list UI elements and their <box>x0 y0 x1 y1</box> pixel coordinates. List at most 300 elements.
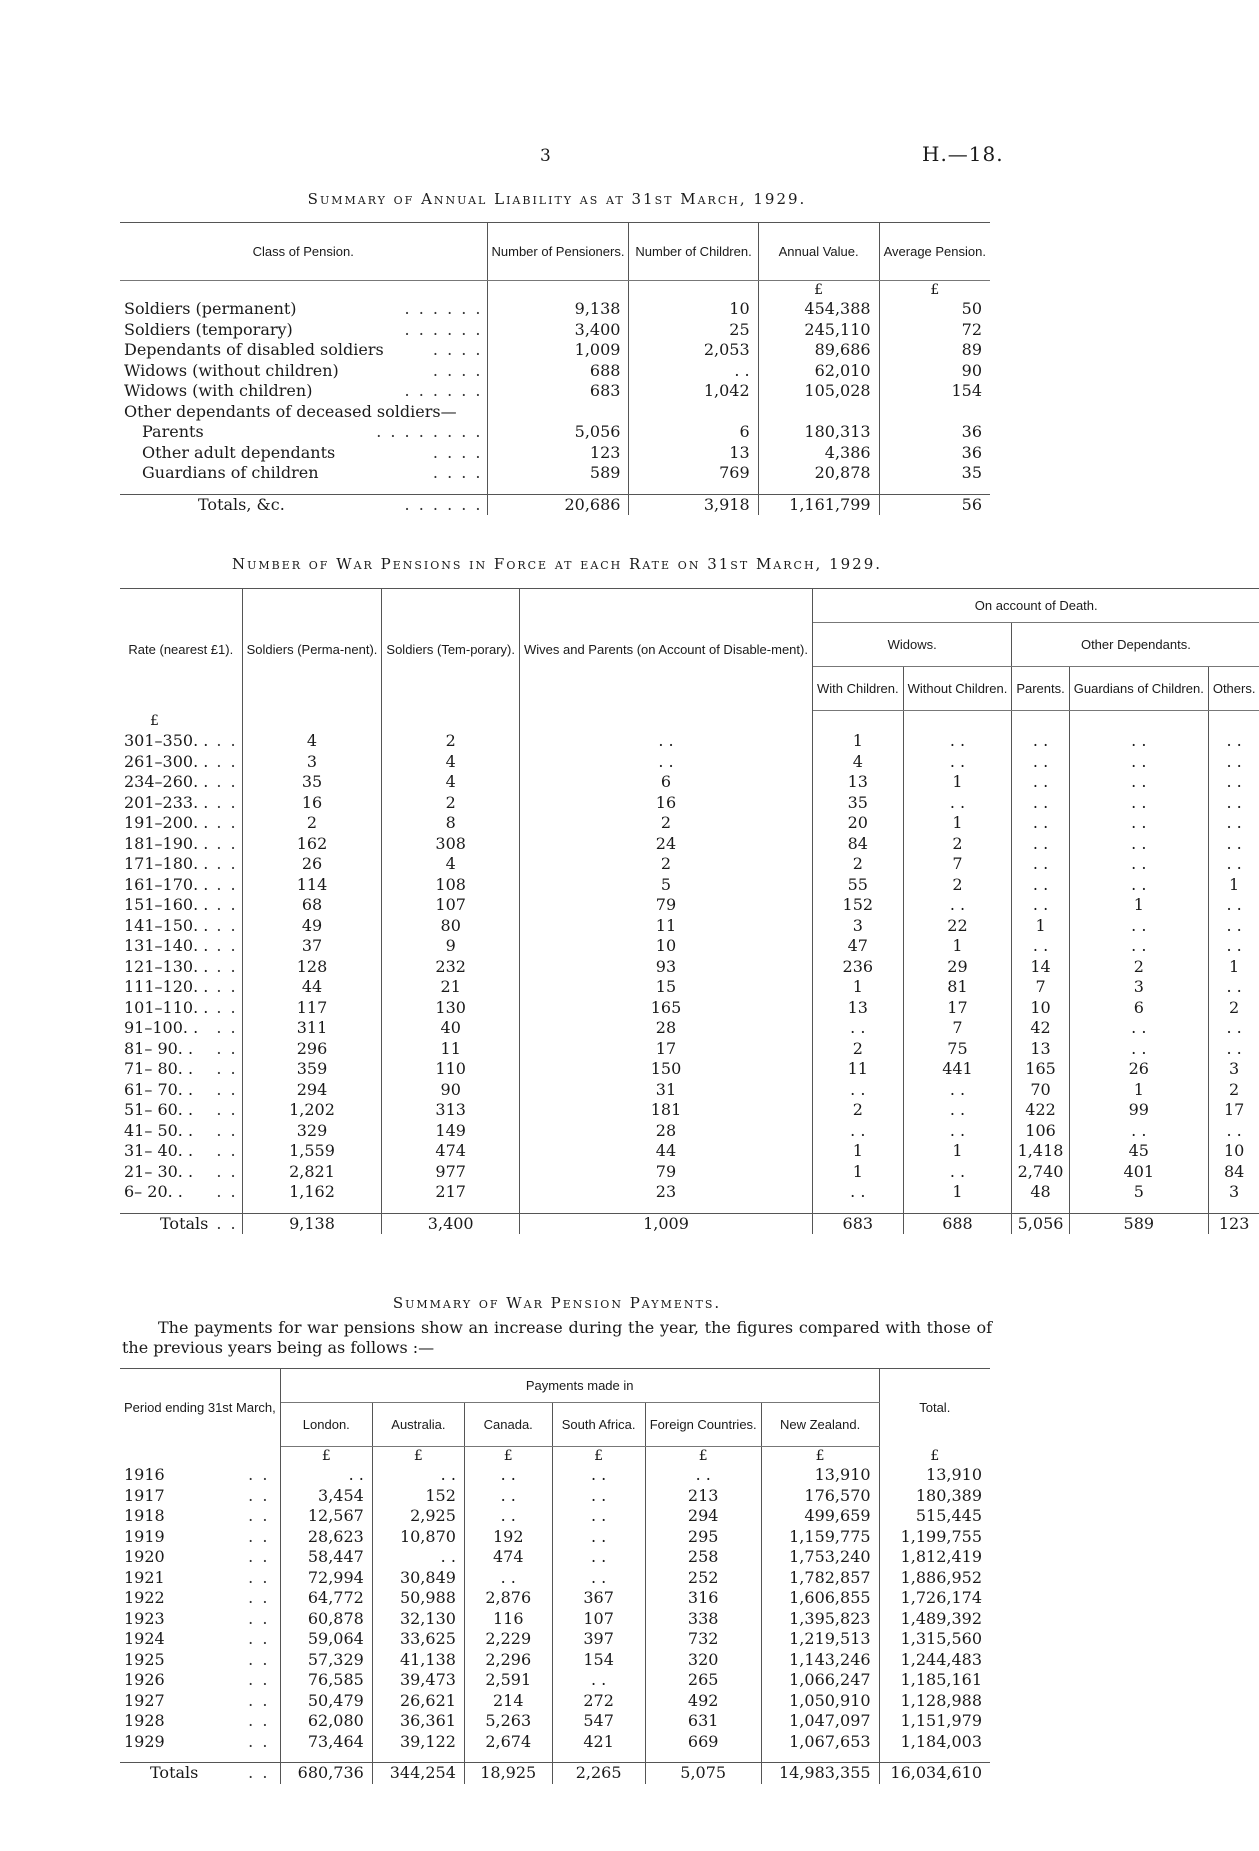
wives-cell: 28 <box>520 1121 813 1142</box>
wwc-cell: 20 <box>812 813 903 834</box>
table-row <box>120 1486 990 1507</box>
wwoc-cell: 1 <box>903 813 1012 834</box>
perm-cell: 2 <box>242 813 382 834</box>
can-cell: 2,591 <box>464 1670 552 1691</box>
leader-dots: . . <box>212 1059 242 1080</box>
for-cell: 258 <box>645 1547 761 1568</box>
leader-dots: . . <box>212 895 242 916</box>
leader-dots: . . <box>244 1650 280 1671</box>
sa-cell: . . <box>552 1568 645 1589</box>
temp-cell: 217 <box>382 1182 520 1203</box>
table-row <box>120 463 990 484</box>
totals-row <box>120 1763 990 1784</box>
class-label: Widows (with children) <box>124 381 313 400</box>
oth-cell: . . <box>1226 1120 1242 1140</box>
for-cell: 669 <box>645 1732 761 1753</box>
perm-cell: 44 <box>242 977 382 998</box>
spacer-cell <box>903 1203 1012 1214</box>
lon-cell: 59,064 <box>280 1629 372 1650</box>
spacer-cell <box>879 484 990 495</box>
table-row <box>120 1100 1259 1121</box>
spacer-cell <box>212 1203 242 1214</box>
spacer-row <box>120 484 990 495</box>
rate-cell: 101–110. . <box>124 997 209 1017</box>
for-cell: 631 <box>645 1711 761 1732</box>
wwoc-cell: . . <box>903 752 1012 773</box>
par-cell: . . <box>1012 793 1069 814</box>
wwoc-cell: 1 <box>903 936 1012 957</box>
nz-cell: 1,606,855 <box>761 1588 879 1609</box>
unit-row <box>120 281 990 300</box>
value-cell: 454,388 <box>758 299 879 320</box>
rate-cell: 111–120. . <box>124 977 209 996</box>
oth-cell: . . <box>1226 895 1242 914</box>
spacer-cell <box>812 1203 903 1214</box>
children-cell: . . <box>629 361 758 382</box>
for-cell: 5,075 <box>645 1763 761 1784</box>
children-cell: 13 <box>629 443 758 464</box>
leader-dots: . . <box>212 936 242 957</box>
nz-cell: 1,067,653 <box>761 1732 879 1753</box>
tot-cell: 1,812,419 <box>900 1547 982 1566</box>
col-period: Period ending 31st March, <box>120 1369 280 1447</box>
temp-cell: 130 <box>382 998 520 1019</box>
table-row <box>120 977 1259 998</box>
temp-cell: 4 <box>382 854 520 875</box>
oth-cell: . . <box>1226 772 1242 791</box>
children-cell: 6 <box>629 422 758 443</box>
wwc-cell: 35 <box>812 793 903 814</box>
table-row <box>120 1039 1259 1060</box>
tot-cell: 1,128,988 <box>900 1690 982 1710</box>
table-row <box>120 854 1259 875</box>
leader-dots: . . <box>212 813 242 834</box>
oth-cell: 1 <box>1229 874 1240 894</box>
oth-cell: . . <box>1226 792 1242 812</box>
unit-foreign: £ <box>645 1447 761 1466</box>
children-total: 3,918 <box>629 494 758 515</box>
rate-cell: 31– 40. . <box>124 1141 194 1160</box>
unit-new-zealand: £ <box>761 1447 879 1466</box>
children-cell: 769 <box>629 463 758 484</box>
par-cell: . . <box>1012 834 1069 855</box>
spacer-cell <box>645 1752 761 1763</box>
oth-cell: 2 <box>1229 997 1240 1017</box>
average-cell: 90 <box>961 360 982 380</box>
wwc-cell: 1 <box>812 1141 903 1162</box>
average-cell: 72 <box>961 319 982 339</box>
leader-dots: . . <box>212 1018 242 1039</box>
wwc-cell: 2 <box>812 854 903 875</box>
leader-dots: . . <box>244 1629 280 1650</box>
wives-cell: 1,009 <box>520 1213 813 1234</box>
unit-average: £ <box>930 282 940 298</box>
leader-dots: . . <box>244 1711 280 1732</box>
for-cell: 265 <box>645 1670 761 1691</box>
wives-cell: 93 <box>520 957 813 978</box>
for-cell: 316 <box>645 1588 761 1609</box>
value-cell: 4,386 <box>758 443 879 464</box>
leader-dots: . . <box>212 731 242 752</box>
spacer-cell <box>629 484 758 495</box>
oth-cell: . . <box>1226 833 1242 853</box>
lon-cell: 50,479 <box>280 1691 372 1712</box>
wwoc-cell: 29 <box>903 957 1012 978</box>
average-cell: 36 <box>961 422 982 441</box>
tot-cell: 515,445 <box>915 1506 982 1525</box>
oth-cell: . . <box>1226 751 1242 771</box>
leader-dots: . . . . . . <box>404 319 483 339</box>
totals-cell <box>120 494 487 515</box>
table-row <box>120 1732 990 1753</box>
nz-cell: 14,983,355 <box>761 1763 879 1784</box>
par-cell: 13 <box>1012 1039 1069 1060</box>
wwoc-cell: 75 <box>903 1039 1012 1060</box>
par-cell: . . <box>1012 875 1069 896</box>
lon-cell: 12,567 <box>280 1506 372 1527</box>
wives-cell: 150 <box>520 1059 813 1080</box>
spacer-row <box>120 1203 1259 1214</box>
wwoc-cell: . . <box>903 1100 1012 1121</box>
value-cell: 105,028 <box>758 381 879 402</box>
aus-cell: . . <box>372 1465 464 1486</box>
guard-cell: 3 <box>1069 977 1208 998</box>
unit-london: £ <box>280 1447 372 1466</box>
class-cell <box>120 299 487 320</box>
perm-cell: 9,138 <box>242 1213 382 1234</box>
col-class: Class of Pension. <box>120 223 487 281</box>
perm-cell: 162 <box>242 834 382 855</box>
for-cell: 320 <box>645 1650 761 1671</box>
lon-cell: 57,329 <box>280 1650 372 1671</box>
value-cell: 20,878 <box>758 463 879 484</box>
aus-cell: 50,988 <box>372 1588 464 1609</box>
temp-cell: 40 <box>382 1018 520 1039</box>
table-row <box>120 875 1259 896</box>
leader-dots: . . . . <box>432 340 483 359</box>
table-row <box>120 1670 990 1691</box>
can-cell: 2,876 <box>464 1588 552 1609</box>
rate-cell: Totals <box>120 1213 212 1234</box>
spacer-cell <box>1012 1203 1069 1214</box>
perm-cell: 128 <box>242 957 382 978</box>
class-label: Soldiers (temporary) <box>124 319 293 339</box>
guard-cell: 401 <box>1069 1162 1208 1183</box>
guard-cell: . . <box>1069 936 1208 957</box>
class-label: Other adult dependants <box>142 442 336 462</box>
table-row <box>120 1527 990 1548</box>
totals-label: Totals, &c. <box>198 494 285 514</box>
wwc-cell: 13 <box>812 772 903 793</box>
year-cell: 1919 <box>124 1526 165 1546</box>
can-cell: 5,263 <box>464 1711 552 1732</box>
oth-cell: . . <box>1226 813 1242 832</box>
temp-cell: 313 <box>382 1100 520 1121</box>
aus-cell: 2,925 <box>372 1506 464 1527</box>
leader-dots: . . . . . . . . <box>376 422 483 441</box>
lon-cell: 680,736 <box>280 1763 372 1784</box>
guard-cell: . . <box>1069 1039 1208 1060</box>
wives-cell: 181 <box>520 1100 813 1121</box>
leader-dots: . . <box>212 1100 242 1121</box>
leader-dots: . . <box>212 854 242 875</box>
temp-cell: 80 <box>382 916 520 937</box>
wwc-cell: 13 <box>812 998 903 1019</box>
guard-cell: 26 <box>1069 1059 1208 1080</box>
wives-cell: 24 <box>520 834 813 855</box>
children-cell: 25 <box>629 320 758 341</box>
rate-cell: 61– 70. . <box>124 1079 194 1099</box>
oth-cell: 17 <box>1223 1100 1245 1119</box>
wwoc-cell: 2 <box>903 875 1012 896</box>
leader-dots: . . <box>244 1547 280 1568</box>
table-row <box>120 340 990 361</box>
liability-table <box>120 222 990 515</box>
wwc-cell: 55 <box>812 875 903 896</box>
value-cell: 245,110 <box>758 320 879 341</box>
spacer-cell <box>242 1203 382 1214</box>
rate-cell: 131–140. . <box>124 936 209 955</box>
perm-cell: 49 <box>242 916 382 937</box>
nz-cell: 1,395,823 <box>761 1609 879 1630</box>
par-cell: . . <box>1012 772 1069 793</box>
col-foreign: Foreign Countries. <box>645 1403 761 1447</box>
unit-canada: £ <box>464 1447 552 1466</box>
guard-cell: 99 <box>1069 1100 1208 1121</box>
par-cell: . . <box>1012 895 1069 916</box>
sa-cell: . . <box>552 1527 645 1548</box>
col-guardians: Guardians of Children. <box>1069 667 1208 711</box>
rate-cell: 234–260. . <box>124 772 209 791</box>
year-cell: 1917 <box>124 1485 165 1505</box>
wives-cell: 5 <box>520 875 813 896</box>
perm-cell: 329 <box>242 1121 382 1142</box>
guard-cell: 5 <box>1069 1182 1208 1203</box>
payments-table <box>120 1368 990 1784</box>
table-row <box>120 320 990 341</box>
year-cell: 1923 <box>124 1608 165 1628</box>
guard-cell: 1 <box>1069 895 1208 916</box>
leader-dots: . . <box>212 752 242 773</box>
leader-dots: . . <box>244 1506 280 1527</box>
par-cell: . . <box>1012 854 1069 875</box>
guard-cell: . . <box>1069 793 1208 814</box>
wwoc-cell: . . <box>903 793 1012 814</box>
leader-dots: . . <box>244 1568 280 1589</box>
perm-cell: 2,821 <box>242 1162 382 1183</box>
value-cell: 180,313 <box>758 422 879 443</box>
year-cell: 1916 <box>124 1465 165 1484</box>
page-number: 3 <box>540 146 551 166</box>
class-cell <box>120 320 487 341</box>
lon-cell: 58,447 <box>280 1547 372 1568</box>
leader-dots: . . <box>212 1080 242 1101</box>
par-cell: 165 <box>1012 1059 1069 1080</box>
sa-cell: . . <box>552 1670 645 1691</box>
leader-dots: . . <box>244 1732 280 1753</box>
leader-dots: . . <box>244 1486 280 1507</box>
perm-cell: 114 <box>242 875 382 896</box>
year-cell: 1928 <box>124 1711 165 1730</box>
perm-cell: 68 <box>242 895 382 916</box>
lon-cell: 28,623 <box>280 1527 372 1548</box>
temp-cell: 3,400 <box>382 1213 520 1234</box>
wwc-cell: 2 <box>812 1100 903 1121</box>
tot-cell: 1,726,174 <box>900 1588 982 1607</box>
value-cell <box>758 402 879 423</box>
guard-cell: . . <box>1069 875 1208 896</box>
spacer-cell <box>520 1203 813 1214</box>
wwc-cell: . . <box>812 1182 903 1203</box>
totals-row <box>120 1213 1259 1234</box>
aus-cell: . . <box>372 1547 464 1568</box>
rate-cell: 181–190. . <box>124 833 209 853</box>
leader-dots: . . . . <box>432 360 483 380</box>
table-row <box>120 1465 990 1486</box>
tot-cell: 1,184,003 <box>900 1731 982 1751</box>
rate-cell: 71– 80. . <box>124 1059 194 1078</box>
guard-cell: . . <box>1069 916 1208 937</box>
rate-cell: 171–180. . <box>124 854 209 873</box>
children-cell <box>629 402 758 423</box>
leader-dots: . . <box>212 916 242 937</box>
par-cell: 14 <box>1012 957 1069 978</box>
table-row <box>120 772 1259 793</box>
sa-cell: 154 <box>552 1650 645 1671</box>
par-cell: . . <box>1012 813 1069 834</box>
table-row <box>120 1506 990 1527</box>
wives-cell: 6 <box>520 772 813 793</box>
can-cell: 18,925 <box>464 1763 552 1784</box>
spacer-cell <box>120 484 487 495</box>
wwc-cell: 11 <box>812 1059 903 1080</box>
leader-dots: . . . . . . <box>404 381 483 400</box>
class-cell <box>120 443 487 464</box>
can-cell: 116 <box>464 1609 552 1630</box>
perm-cell: 359 <box>242 1059 382 1080</box>
col-average: Average Pension. <box>879 223 990 281</box>
temp-cell: 107 <box>382 895 520 916</box>
temp-cell: 90 <box>382 1080 520 1101</box>
pensioners-total: 20,686 <box>487 494 629 515</box>
temp-cell: 149 <box>382 1121 520 1142</box>
temp-cell: 21 <box>382 977 520 998</box>
for-cell: 295 <box>645 1527 761 1548</box>
leader-dots: . . <box>212 834 242 855</box>
lon-cell: 60,878 <box>280 1609 372 1630</box>
col-parents: Parents. <box>1012 667 1069 711</box>
spacer-cell <box>1069 1203 1208 1214</box>
wives-cell: 2 <box>520 854 813 875</box>
wwoc-cell: . . <box>903 1080 1012 1101</box>
lon-cell: . . <box>280 1465 372 1486</box>
par-cell: 422 <box>1012 1100 1069 1121</box>
payments-title: Summary of War Pension Payments. <box>392 1294 722 1312</box>
oth-cell: 84 <box>1223 1161 1245 1181</box>
liability-title: Summary of Annual Liability as at 31st March, 1929. <box>307 190 807 208</box>
wwoc-cell: 7 <box>903 854 1012 875</box>
year-cell: 1921 <box>124 1567 165 1587</box>
col-widows: Widows. <box>812 623 1011 667</box>
can-cell: . . <box>464 1465 552 1486</box>
temp-cell: 108 <box>382 875 520 896</box>
wives-cell: 44 <box>520 1141 813 1162</box>
guard-cell: 2 <box>1069 957 1208 978</box>
rate-cell: 81– 90. . <box>124 1038 194 1058</box>
wwc-cell: 2 <box>812 1039 903 1060</box>
spacer-row <box>120 1752 990 1763</box>
wives-cell: 17 <box>520 1039 813 1060</box>
rate-cell: 201–233. . <box>124 792 209 812</box>
guard-cell: . . <box>1069 731 1208 752</box>
tot-cell: 1,244,483 <box>900 1649 982 1669</box>
pensioners-cell: 123 <box>487 443 629 464</box>
wwoc-cell: 22 <box>903 916 1012 937</box>
nz-cell: 1,050,910 <box>761 1691 879 1712</box>
oth-cell: . . <box>1226 854 1242 873</box>
can-cell: . . <box>464 1568 552 1589</box>
wwc-cell: 152 <box>812 895 903 916</box>
spacer-cell <box>244 1752 280 1763</box>
wives-cell: 165 <box>520 998 813 1019</box>
lon-cell: 3,454 <box>280 1486 372 1507</box>
wives-cell: 28 <box>520 1018 813 1039</box>
lon-cell: 73,464 <box>280 1732 372 1753</box>
wwc-cell: 236 <box>812 957 903 978</box>
spacer-cell <box>552 1752 645 1763</box>
table-row <box>120 443 990 464</box>
col-payments-made-in: Payments made in <box>280 1369 879 1403</box>
perm-cell: 311 <box>242 1018 382 1039</box>
perm-cell: 296 <box>242 1039 382 1060</box>
wwc-cell: 1 <box>812 1162 903 1183</box>
temp-cell: 8 <box>382 813 520 834</box>
leader-dots: . . <box>212 977 242 998</box>
aus-cell: 152 <box>372 1486 464 1507</box>
perm-cell: 3 <box>242 752 382 773</box>
wwoc-cell: 1 <box>903 1182 1012 1203</box>
sa-cell: 2,265 <box>552 1763 645 1784</box>
par-cell: . . <box>1012 752 1069 773</box>
nz-cell: 176,570 <box>761 1486 879 1507</box>
wwoc-cell: 1 <box>903 772 1012 793</box>
wives-cell: . . <box>520 752 813 773</box>
year-cell: Totals <box>120 1763 244 1784</box>
temp-cell: 977 <box>382 1162 520 1183</box>
guard-cell: 45 <box>1069 1141 1208 1162</box>
wwoc-cell: 17 <box>903 998 1012 1019</box>
table-row <box>120 1018 1259 1039</box>
pensioners-cell: 3,400 <box>487 320 629 341</box>
year-cell: 1929 <box>124 1731 165 1751</box>
wwoc-cell: . . <box>903 1121 1012 1142</box>
can-cell: . . <box>464 1506 552 1527</box>
perm-cell: 1,559 <box>242 1141 382 1162</box>
nz-cell: 13,910 <box>761 1465 879 1486</box>
spacer-cell <box>758 484 879 495</box>
year-cell: 1920 <box>124 1547 165 1566</box>
perm-cell: 37 <box>242 936 382 957</box>
class-cell <box>120 402 487 423</box>
table-row <box>120 381 990 402</box>
year-cell: 1926 <box>124 1670 165 1689</box>
nz-cell: 1,047,097 <box>761 1711 879 1732</box>
unit-south-africa: £ <box>552 1447 645 1466</box>
table-row <box>120 731 1259 752</box>
table-row <box>120 1650 990 1671</box>
guard-cell: . . <box>1069 834 1208 855</box>
leader-dots: . . <box>212 1121 242 1142</box>
